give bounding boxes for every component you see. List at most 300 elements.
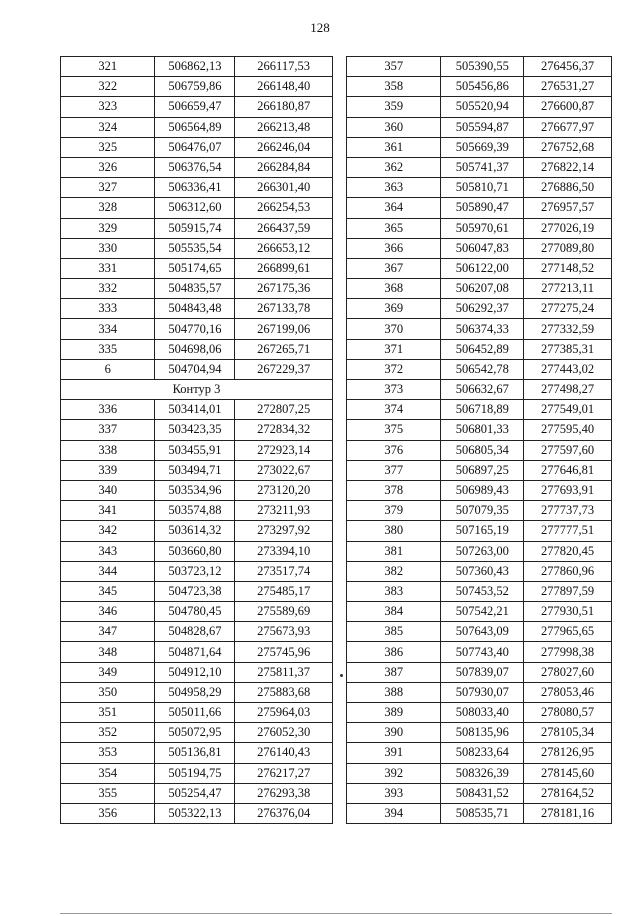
y-coordinate: 277213,11 [524, 279, 612, 299]
table-row [61, 238, 333, 258]
y-coordinate: 278105,34 [524, 723, 612, 743]
table-row [347, 400, 612, 420]
point-number: 360 [347, 117, 441, 137]
table-row [347, 743, 612, 763]
y-coordinate: 267199,06 [235, 319, 333, 339]
y-coordinate: 276957,57 [524, 198, 612, 218]
point-number: 346 [61, 602, 155, 622]
y-coordinate: 273120,20 [235, 480, 333, 500]
point-number: 335 [61, 339, 155, 359]
x-coordinate: 508431,52 [441, 783, 524, 803]
x-coordinate: 505254,47 [155, 783, 235, 803]
x-coordinate: 506476,07 [155, 137, 235, 157]
x-coordinate: 507643,09 [441, 622, 524, 642]
x-coordinate: 505136,81 [155, 743, 235, 763]
point-number: 387 [347, 662, 441, 682]
table-row [61, 642, 333, 662]
point-number: 356 [61, 803, 155, 823]
point-number: 321 [61, 57, 155, 77]
y-coordinate: 275745,96 [235, 642, 333, 662]
table-row [61, 460, 333, 480]
x-coordinate: 505390,55 [441, 57, 524, 77]
x-coordinate: 505456,86 [441, 77, 524, 97]
table-row [347, 77, 612, 97]
x-coordinate: 504704,94 [155, 359, 235, 379]
x-coordinate: 506564,89 [155, 117, 235, 137]
x-coordinate: 503574,88 [155, 501, 235, 521]
x-coordinate: 506805,34 [441, 440, 524, 460]
y-coordinate: 276886,50 [524, 178, 612, 198]
point-number: 385 [347, 622, 441, 642]
point-number: 347 [61, 622, 155, 642]
y-coordinate: 277930,51 [524, 602, 612, 622]
point-number: 374 [347, 400, 441, 420]
point-number: 368 [347, 279, 441, 299]
point-number: 337 [61, 420, 155, 440]
y-coordinate: 266180,87 [235, 97, 333, 117]
x-coordinate: 506897,25 [441, 460, 524, 480]
y-coordinate: 277275,24 [524, 299, 612, 319]
table-row [61, 561, 333, 581]
y-coordinate: 273211,93 [235, 501, 333, 521]
y-coordinate: 273022,67 [235, 460, 333, 480]
point-number: 351 [61, 703, 155, 723]
x-coordinate: 505890,47 [441, 198, 524, 218]
y-coordinate: 278053,46 [524, 682, 612, 702]
y-coordinate: 275485,17 [235, 581, 333, 601]
point-number: 392 [347, 763, 441, 783]
x-coordinate: 503423,35 [155, 420, 235, 440]
x-coordinate: 508326,39 [441, 763, 524, 783]
table-row [347, 319, 612, 339]
point-number: 363 [347, 178, 441, 198]
y-coordinate: 276531,27 [524, 77, 612, 97]
y-coordinate: 266117,53 [235, 57, 333, 77]
point-number: 333 [61, 299, 155, 319]
x-coordinate: 506312,60 [155, 198, 235, 218]
point-number: 352 [61, 723, 155, 743]
point-number: 331 [61, 258, 155, 278]
table-row [347, 279, 612, 299]
point-number: 345 [61, 581, 155, 601]
y-coordinate: 277737,73 [524, 501, 612, 521]
point-number: 355 [61, 783, 155, 803]
table-row [61, 662, 333, 682]
table-row [347, 723, 612, 743]
table-row [347, 198, 612, 218]
x-coordinate: 507079,35 [441, 501, 524, 521]
x-coordinate: 504770,16 [155, 319, 235, 339]
x-coordinate: 504698,06 [155, 339, 235, 359]
table-row [347, 238, 612, 258]
point-number: 340 [61, 480, 155, 500]
table-row [61, 581, 333, 601]
x-coordinate: 506336,41 [155, 178, 235, 198]
point-number: 378 [347, 480, 441, 500]
x-coordinate: 508135,96 [441, 723, 524, 743]
y-coordinate: 267229,37 [235, 359, 333, 379]
y-coordinate: 278164,52 [524, 783, 612, 803]
x-coordinate: 506207,08 [441, 279, 524, 299]
y-coordinate: 277860,96 [524, 561, 612, 581]
y-coordinate: 266899,61 [235, 258, 333, 278]
table-row [347, 460, 612, 480]
table-row [347, 783, 612, 803]
table-row [347, 57, 612, 77]
y-coordinate: 273297,92 [235, 521, 333, 541]
point-number: 365 [347, 218, 441, 238]
x-coordinate: 507453,52 [441, 581, 524, 601]
x-coordinate: 505520,94 [441, 97, 524, 117]
table-row [347, 420, 612, 440]
point-number: 371 [347, 339, 441, 359]
x-coordinate: 505810,71 [441, 178, 524, 198]
point-number: 328 [61, 198, 155, 218]
y-coordinate: 276822,14 [524, 157, 612, 177]
x-coordinate: 508233,64 [441, 743, 524, 763]
point-number: 394 [347, 803, 441, 823]
x-coordinate: 504835,57 [155, 279, 235, 299]
table-row [347, 662, 612, 682]
table-row [61, 803, 333, 823]
x-coordinate: 503534,96 [155, 480, 235, 500]
point-number: 350 [61, 682, 155, 702]
point-number: 358 [347, 77, 441, 97]
y-coordinate: 276752,68 [524, 137, 612, 157]
x-coordinate: 505594,87 [441, 117, 524, 137]
table-row [61, 57, 333, 77]
y-coordinate: 266213,48 [235, 117, 333, 137]
x-coordinate: 505072,95 [155, 723, 235, 743]
y-coordinate: 266148,40 [235, 77, 333, 97]
point-number: 353 [61, 743, 155, 763]
table-row [61, 501, 333, 521]
table-row [347, 97, 612, 117]
x-coordinate: 505011,66 [155, 703, 235, 723]
table-row [61, 723, 333, 743]
x-coordinate: 506759,86 [155, 77, 235, 97]
point-number: 329 [61, 218, 155, 238]
table-row [61, 198, 333, 218]
y-coordinate: 267265,71 [235, 339, 333, 359]
table-row [61, 400, 333, 420]
table-row [347, 178, 612, 198]
table-row [347, 339, 612, 359]
point-number: 327 [61, 178, 155, 198]
point-number: 376 [347, 440, 441, 460]
table-row [61, 783, 333, 803]
x-coordinate: 506374,33 [441, 319, 524, 339]
table-row [347, 622, 612, 642]
point-number: 354 [61, 763, 155, 783]
point-number: 344 [61, 561, 155, 581]
table-row [61, 359, 333, 379]
coordinates-table-left [60, 56, 333, 824]
y-coordinate: 277965,65 [524, 622, 612, 642]
table-row [61, 299, 333, 319]
y-coordinate: 278080,57 [524, 703, 612, 723]
section-title: Контур 3 [61, 380, 333, 400]
y-coordinate: 276376,04 [235, 803, 333, 823]
x-coordinate: 506989,43 [441, 480, 524, 500]
y-coordinate: 276217,27 [235, 763, 333, 783]
y-coordinate: 277693,91 [524, 480, 612, 500]
table-row [347, 137, 612, 157]
point-number: 379 [347, 501, 441, 521]
y-coordinate: 267133,78 [235, 299, 333, 319]
point-number: 324 [61, 117, 155, 137]
point-number: 332 [61, 279, 155, 299]
y-coordinate: 277820,45 [524, 541, 612, 561]
y-coordinate: 272834,32 [235, 420, 333, 440]
x-coordinate: 507542,21 [441, 602, 524, 622]
table-row [61, 420, 333, 440]
point-number: 334 [61, 319, 155, 339]
x-coordinate: 504912,10 [155, 662, 235, 682]
point-number: 389 [347, 703, 441, 723]
table-row [61, 440, 333, 460]
point-number: 361 [347, 137, 441, 157]
x-coordinate: 503723,12 [155, 561, 235, 581]
table-row [347, 703, 612, 723]
y-coordinate: 278126,95 [524, 743, 612, 763]
x-coordinate: 505970,61 [441, 218, 524, 238]
table-row [61, 743, 333, 763]
point-number: 388 [347, 682, 441, 702]
point-number: 338 [61, 440, 155, 460]
y-coordinate: 272923,14 [235, 440, 333, 460]
x-coordinate: 505322,13 [155, 803, 235, 823]
table-row [61, 682, 333, 702]
y-coordinate: 278027,60 [524, 662, 612, 682]
table-row [61, 157, 333, 177]
point-number: 381 [347, 541, 441, 561]
y-coordinate: 266653,12 [235, 238, 333, 258]
x-coordinate: 505174,65 [155, 258, 235, 278]
x-coordinate: 506659,47 [155, 97, 235, 117]
x-coordinate: 506632,67 [441, 380, 524, 400]
x-coordinate: 506292,37 [441, 299, 524, 319]
point-number: 359 [347, 97, 441, 117]
table-row [61, 279, 333, 299]
x-coordinate: 504780,45 [155, 602, 235, 622]
table-row [61, 339, 333, 359]
section-header-row [61, 380, 333, 400]
point-number: 369 [347, 299, 441, 319]
page-number: 128 [310, 20, 330, 35]
y-coordinate: 277646,81 [524, 460, 612, 480]
x-coordinate: 503494,71 [155, 460, 235, 480]
table-row [347, 299, 612, 319]
y-coordinate: 277026,19 [524, 218, 612, 238]
point-number: 342 [61, 521, 155, 541]
point-number: 325 [61, 137, 155, 157]
y-coordinate: 277897,59 [524, 581, 612, 601]
table-row [347, 521, 612, 541]
x-coordinate: 504958,29 [155, 682, 235, 702]
point-number: 393 [347, 783, 441, 803]
x-coordinate: 504723,38 [155, 581, 235, 601]
y-coordinate: 277998,38 [524, 642, 612, 662]
x-coordinate: 507930,07 [441, 682, 524, 702]
x-coordinate: 505741,37 [441, 157, 524, 177]
y-coordinate: 275589,69 [235, 602, 333, 622]
y-coordinate: 276293,38 [235, 783, 333, 803]
y-coordinate: 266246,04 [235, 137, 333, 157]
table-row [61, 137, 333, 157]
point-number: 323 [61, 97, 155, 117]
x-coordinate: 505915,74 [155, 218, 235, 238]
table-row [347, 440, 612, 460]
point-number: 366 [347, 238, 441, 258]
point-number: 336 [61, 400, 155, 420]
coordinates-table-right [346, 56, 612, 824]
y-coordinate: 277332,59 [524, 319, 612, 339]
x-coordinate: 506047,83 [441, 238, 524, 258]
point-number: 375 [347, 420, 441, 440]
x-coordinate: 504871,64 [155, 642, 235, 662]
table-row [347, 541, 612, 561]
table-row [61, 480, 333, 500]
y-coordinate: 272807,25 [235, 400, 333, 420]
y-coordinate: 277385,31 [524, 339, 612, 359]
y-coordinate: 278181,16 [524, 803, 612, 823]
point-number: 386 [347, 642, 441, 662]
y-coordinate: 266437,59 [235, 218, 333, 238]
point-number: 372 [347, 359, 441, 379]
point-number: 384 [347, 602, 441, 622]
table-row [347, 581, 612, 601]
y-coordinate: 266284,84 [235, 157, 333, 177]
point-number: 390 [347, 723, 441, 743]
table-row [61, 117, 333, 137]
y-coordinate: 278145,60 [524, 763, 612, 783]
table-row [61, 218, 333, 238]
x-coordinate: 507263,00 [441, 541, 524, 561]
y-coordinate: 277595,40 [524, 420, 612, 440]
y-coordinate: 276456,37 [524, 57, 612, 77]
point-number: 391 [347, 743, 441, 763]
point-number: 341 [61, 501, 155, 521]
point-number: 380 [347, 521, 441, 541]
y-coordinate: 275673,93 [235, 622, 333, 642]
y-coordinate: 275811,37 [235, 662, 333, 682]
y-coordinate: 273394,10 [235, 541, 333, 561]
table-row [347, 359, 612, 379]
stray-dot-mark [340, 674, 343, 677]
table-row [347, 117, 612, 137]
x-coordinate: 503614,32 [155, 521, 235, 541]
point-number: 367 [347, 258, 441, 278]
table-row [347, 501, 612, 521]
y-coordinate: 277443,02 [524, 359, 612, 379]
y-coordinate: 266301,40 [235, 178, 333, 198]
table-row [61, 541, 333, 561]
x-coordinate: 503660,80 [155, 541, 235, 561]
y-coordinate: 267175,36 [235, 279, 333, 299]
x-coordinate: 503455,91 [155, 440, 235, 460]
table-row [347, 803, 612, 823]
table-row [61, 97, 333, 117]
y-coordinate: 276140,43 [235, 743, 333, 763]
point-number: 349 [61, 662, 155, 682]
point-number: 364 [347, 198, 441, 218]
point-number: 348 [61, 642, 155, 662]
table-row [61, 77, 333, 97]
table-row [61, 178, 333, 198]
point-number: 373 [347, 380, 441, 400]
x-coordinate: 506718,89 [441, 400, 524, 420]
y-coordinate: 276600,87 [524, 97, 612, 117]
y-coordinate: 277549,01 [524, 400, 612, 420]
y-coordinate: 276677,97 [524, 117, 612, 137]
table-row [347, 218, 612, 238]
x-coordinate: 506801,33 [441, 420, 524, 440]
table-row [347, 763, 612, 783]
table-row [61, 602, 333, 622]
y-coordinate: 277597,60 [524, 440, 612, 460]
y-coordinate: 276052,30 [235, 723, 333, 743]
point-number: 362 [347, 157, 441, 177]
point-number: 370 [347, 319, 441, 339]
table-row [347, 480, 612, 500]
x-coordinate: 506452,89 [441, 339, 524, 359]
y-coordinate: 277777,51 [524, 521, 612, 541]
x-coordinate: 505669,39 [441, 137, 524, 157]
table-row [61, 521, 333, 541]
x-coordinate: 507839,07 [441, 662, 524, 682]
point-number: 322 [61, 77, 155, 97]
x-coordinate: 508033,40 [441, 703, 524, 723]
x-coordinate: 505535,54 [155, 238, 235, 258]
table-row [347, 642, 612, 662]
table-row [61, 622, 333, 642]
table-row [347, 682, 612, 702]
x-coordinate: 506122,00 [441, 258, 524, 278]
x-coordinate: 504843,48 [155, 299, 235, 319]
y-coordinate: 275883,68 [235, 682, 333, 702]
point-number: 330 [61, 238, 155, 258]
point-number: 377 [347, 460, 441, 480]
y-coordinate: 277148,52 [524, 258, 612, 278]
x-coordinate: 503414,01 [155, 400, 235, 420]
table-row [347, 602, 612, 622]
table-row [347, 380, 612, 400]
point-number: 383 [347, 581, 441, 601]
x-coordinate: 504828,67 [155, 622, 235, 642]
table-row [347, 157, 612, 177]
x-coordinate: 506542,78 [441, 359, 524, 379]
table-row [61, 703, 333, 723]
table-row [61, 258, 333, 278]
x-coordinate: 507360,43 [441, 561, 524, 581]
point-number: 382 [347, 561, 441, 581]
x-coordinate: 508535,71 [441, 803, 524, 823]
point-number: 357 [347, 57, 441, 77]
y-coordinate: 275964,03 [235, 703, 333, 723]
x-coordinate: 506862,13 [155, 57, 235, 77]
y-coordinate: 277089,80 [524, 238, 612, 258]
table-row [61, 319, 333, 339]
y-coordinate: 273517,74 [235, 561, 333, 581]
x-coordinate: 506376,54 [155, 157, 235, 177]
y-coordinate: 266254,53 [235, 198, 333, 218]
point-number: 339 [61, 460, 155, 480]
point-number: 6 [61, 359, 155, 379]
x-coordinate: 507165,19 [441, 521, 524, 541]
x-coordinate: 505194,75 [155, 763, 235, 783]
page-bottom-rule [60, 913, 612, 914]
